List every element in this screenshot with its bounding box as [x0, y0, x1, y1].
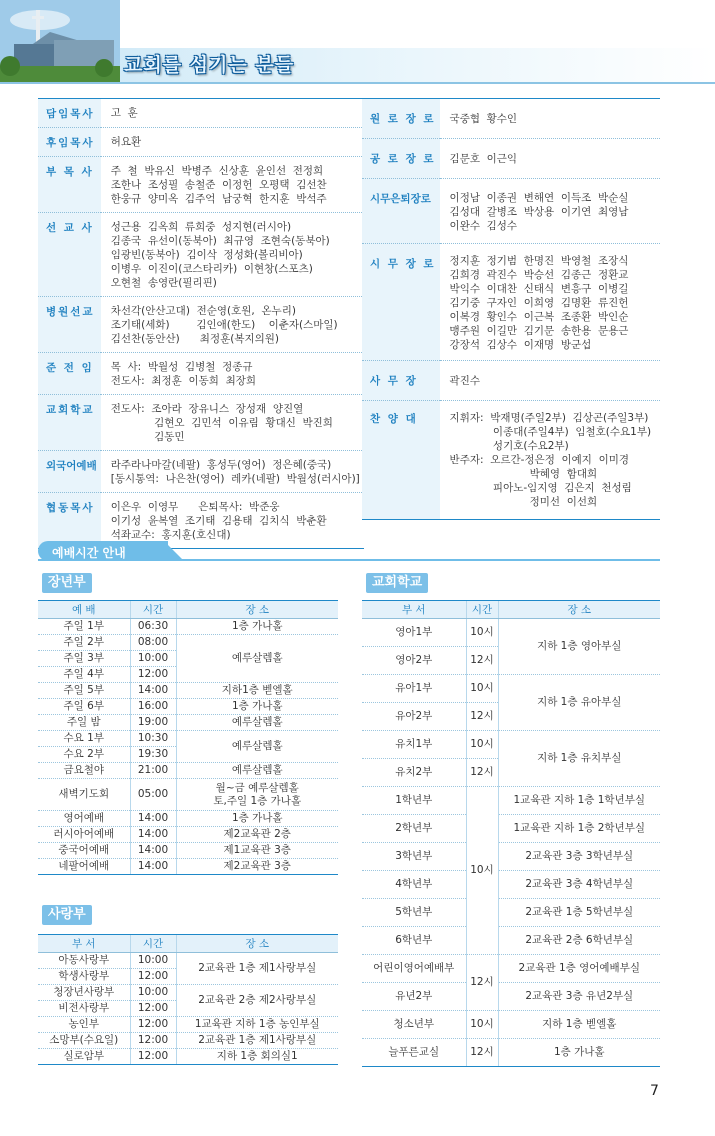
cell-place: 1교육관 지하 1층 1학년부실	[498, 787, 660, 815]
role-label: 선 교 사	[38, 213, 101, 297]
role-members: 김문호 이근익	[440, 139, 660, 179]
cell-time: 10:00	[130, 651, 176, 667]
role-members: 전도사: 조아라 장유니스 장성재 양진열 김현오 김민석 이유림 황대신 박진희 김동민	[101, 395, 364, 451]
staff-row	[38, 99, 364, 128]
cell-time: 21:00	[130, 763, 176, 779]
table-row	[38, 619, 338, 635]
table-row	[362, 619, 660, 647]
role-members: 목 사: 박월성 김병철 정종규 전도사: 최정훈 이동희 최장희	[101, 353, 364, 395]
staff-row	[362, 244, 660, 361]
cell-place: 2교육관 3층 3학년부실	[498, 843, 660, 871]
table-row	[38, 1049, 338, 1065]
table-row	[38, 635, 338, 651]
role-members: 성근용 김옥희 류희중 성지현(러시아) 김종국 유선이(동북아) 최규영 조현숙(동북아) 임광빈(동북아) 김이삭 정성화(볼리비아) 이병우 이진이(코스타리카) 이현창(스포츠) 오현철 송영란(필리핀)	[101, 213, 364, 297]
cell-place: 지하 1층 벧엘홀	[498, 1011, 660, 1039]
table-row	[38, 1017, 338, 1033]
section-title: 예배시간 안내	[52, 546, 126, 560]
staff-row	[38, 297, 364, 353]
cell-time: 06:30	[130, 619, 176, 635]
school-tag: 교회학교	[366, 573, 428, 593]
cell-name: 주일 1부	[38, 619, 130, 635]
role-members: 허요환	[101, 128, 364, 157]
cell-time: 14:00	[130, 827, 176, 843]
table-row	[38, 859, 338, 875]
col-header: 장 소	[498, 601, 660, 619]
cell-place: 2교육관 1층 5학년부실	[498, 899, 660, 927]
cell-name: 1학년부	[362, 787, 466, 815]
cell-place: 예루살렘홀	[176, 731, 338, 763]
role-label: 담임목사	[38, 99, 101, 128]
staff-table-right	[362, 98, 660, 520]
cell-place: 2교육관 3층 4학년부실	[498, 871, 660, 899]
role-members: 지휘자: 박재명(주일2부) 김상곤(주일3부) 이종대(주일4부) 임철호(수요1부) 성기호(수요2부) 반주자: 오르간-정은정 이예지 이미경 박혜영 함대희 피아노-임지영 김은지 천성림 정미선 이선희	[440, 401, 660, 520]
cell-name: 늘푸른교실	[362, 1039, 466, 1067]
cell-time: 12시	[466, 955, 498, 1011]
cell-time: 14:00	[130, 811, 176, 827]
table-row	[362, 675, 660, 703]
staff-row	[38, 395, 364, 451]
table-row	[38, 715, 338, 731]
cell-name: 소망부(수요일)	[38, 1033, 130, 1049]
cell-time: 16:00	[130, 699, 176, 715]
cell-time: 10:00	[130, 985, 176, 1001]
cell-name: 6학년부	[362, 927, 466, 955]
cell-time: 14:00	[130, 683, 176, 699]
cell-time: 10시	[466, 675, 498, 703]
role-members: 정지훈 정기범 한명진 박영철 조장식 김희경 곽진수 박승선 김종근 정환교 박익수 이대찬 신태식 변흥구 이병길 김기중 구자인 이희영 김명환 류진헌 이복경 황인수 이근복 조종환 박인순 맹주원 이길만 김기문 송한용 문용근 강장석 김상수 이재명 방군섭	[440, 244, 660, 361]
cell-time: 12시	[466, 703, 498, 731]
table-row	[362, 787, 660, 815]
table-row	[38, 731, 338, 747]
table-row	[38, 699, 338, 715]
cell-name: 주일 3부	[38, 651, 130, 667]
cell-place: 2교육관 3층 유년2부실	[498, 983, 660, 1011]
col-header: 시간	[466, 601, 498, 619]
cell-time: 14:00	[130, 843, 176, 859]
cell-name: 영아2부	[362, 647, 466, 675]
role-label: 병원선교	[38, 297, 101, 353]
role-label: 시 무 장 로	[362, 244, 440, 361]
staff-row	[362, 361, 660, 401]
band-tail	[164, 541, 184, 561]
col-header: 장 소	[176, 935, 338, 953]
cell-time: 12:00	[130, 1017, 176, 1033]
cell-name: 영어예배	[38, 811, 130, 827]
cell-place: 예루살렘홀	[176, 715, 338, 731]
cell-time: 05:00	[130, 779, 176, 811]
cell-time: 19:30	[130, 747, 176, 763]
cell-name: 새벽기도회	[38, 779, 130, 811]
staff-row	[38, 128, 364, 157]
section-band	[38, 541, 660, 561]
cell-name: 주일 4부	[38, 667, 130, 683]
church-school-table	[362, 600, 660, 1067]
cell-place: 1교육관 지하 1층 농인부실	[176, 1017, 338, 1033]
cell-name: 주일 6부	[38, 699, 130, 715]
table-row	[38, 1033, 338, 1049]
cell-place: 예루살렘홀	[176, 763, 338, 779]
staff-row	[38, 213, 364, 297]
role-label: 준 전 임	[38, 353, 101, 395]
role-label: 시무은퇴장로	[362, 179, 440, 244]
cell-name: 3학년부	[362, 843, 466, 871]
role-members: 주 철 박유신 박병주 신상훈 윤인선 전정희 조한나 조성필 송철준 이정헌 오평택 김선찬 한웅규 양미옥 김주억 남궁혁 한지훈 박석주	[101, 157, 364, 213]
staff-row	[362, 99, 660, 139]
cell-place: 예루살렘홀	[176, 635, 338, 683]
cell-place: 1층 가나홀	[498, 1039, 660, 1067]
role-label: 공 로 장 로	[362, 139, 440, 179]
cell-place: 지하 1층 회의실1	[176, 1049, 338, 1065]
role-label: 교회학교	[38, 395, 101, 451]
cell-name: 유아2부	[362, 703, 466, 731]
cell-place: 2교육관 2층 제2사랑부실	[176, 985, 338, 1017]
page-header	[0, 0, 715, 86]
cell-place: 2교육관 1층 제1사랑부실	[176, 953, 338, 985]
cell-name: 아동사랑부	[38, 953, 130, 969]
staff-table-left	[38, 98, 364, 549]
cell-name: 네팔어예배	[38, 859, 130, 875]
cell-name: 수요 1부	[38, 731, 130, 747]
role-label: 후임목사	[38, 128, 101, 157]
cell-time: 12:00	[130, 969, 176, 985]
cell-name: 4학년부	[362, 871, 466, 899]
role-members: 곽진수	[440, 361, 660, 401]
church-building-illustration	[0, 0, 715, 86]
cell-time: 12:00	[130, 1049, 176, 1065]
cell-name: 유치1부	[362, 731, 466, 759]
cell-place: 2교육관 2층 6학년부실	[498, 927, 660, 955]
cell-place: 지하 1층 영아부실	[498, 619, 660, 675]
adult-worship-table	[38, 600, 338, 875]
table-row	[362, 927, 660, 955]
cell-place: 지하 1층 유치부실	[498, 731, 660, 787]
cell-name: 주일 밤	[38, 715, 130, 731]
cell-time: 10시	[466, 619, 498, 647]
cell-place: 1교육관 지하 1층 2학년부실	[498, 815, 660, 843]
cell-time: 10시	[466, 731, 498, 759]
cell-name: 5학년부	[362, 899, 466, 927]
cell-place: 지하 1층 유아부실	[498, 675, 660, 731]
cell-time: 12:00	[130, 667, 176, 683]
cell-time: 12시	[466, 1039, 498, 1067]
table-header-row	[362, 601, 660, 619]
table-row	[362, 815, 660, 843]
cell-place: 2교육관 1층 영어예배부실	[498, 955, 660, 983]
table-row	[362, 983, 660, 1011]
table-row	[38, 811, 338, 827]
cell-name: 청장년사랑부	[38, 985, 130, 1001]
table-header-row	[38, 601, 338, 619]
cell-name: 금요철야	[38, 763, 130, 779]
table-row	[38, 985, 338, 1001]
cell-time: 12시	[466, 759, 498, 787]
table-row	[38, 827, 338, 843]
page-number: 7	[650, 1083, 659, 1099]
cell-name: 러시아어예배	[38, 827, 130, 843]
cell-name: 학생사랑부	[38, 969, 130, 985]
col-header: 시간	[130, 601, 176, 619]
cell-time: 10:30	[130, 731, 176, 747]
role-members: 이은우 이영무 은퇴목사: 박준웅 이기성 윤복열 조기태 김용태 김치식 박춘환 석좌교수: 홍지훈(호신대)	[101, 493, 364, 549]
cell-name: 중국어예배	[38, 843, 130, 859]
page-title: 교회를 섬기는 분들	[124, 54, 295, 76]
cell-name: 유년2부	[362, 983, 466, 1011]
role-members: 고 훈	[101, 99, 364, 128]
col-header: 장 소	[176, 601, 338, 619]
role-label: 찬 양 대	[362, 401, 440, 520]
cell-name: 청소년부	[362, 1011, 466, 1039]
role-label: 부 목 사	[38, 157, 101, 213]
col-header: 시간	[130, 935, 176, 953]
staff-row	[362, 401, 660, 520]
col-header: 부 서	[362, 601, 466, 619]
staff-row	[38, 353, 364, 395]
col-header: 예 배	[38, 601, 130, 619]
role-label: 사 무 장	[362, 361, 440, 401]
cell-time: 10시	[466, 1011, 498, 1039]
table-row	[38, 843, 338, 859]
place-line: 월~금 예루살렘홀	[215, 781, 299, 794]
cell-place: 1층 가나홀	[176, 811, 338, 827]
cell-place: 지하1층 벧엘홀	[176, 683, 338, 699]
cell-name: 수요 2부	[38, 747, 130, 763]
cell-name: 유치2부	[362, 759, 466, 787]
cell-time: 10:00	[130, 953, 176, 969]
cell-name: 영아1부	[362, 619, 466, 647]
cell-name: 비전사랑부	[38, 1001, 130, 1017]
cell-time: 12시	[466, 647, 498, 675]
table-row	[38, 953, 338, 969]
table-row	[362, 843, 660, 871]
cell-time: 19:00	[130, 715, 176, 731]
cell-place: 1층 가나홀	[176, 699, 338, 715]
cell-name: 어린이영어예배부	[362, 955, 466, 983]
table-row	[38, 683, 338, 699]
cell-place: 제2교육관 3층	[176, 859, 338, 875]
cell-time: 12:00	[130, 1001, 176, 1017]
staff-row	[362, 179, 660, 244]
cell-place: 제2교육관 2층	[176, 827, 338, 843]
cell-name: 주일 2부	[38, 635, 130, 651]
table-row	[362, 955, 660, 983]
adult-tag: 장년부	[42, 573, 92, 593]
role-label: 외국어예배	[38, 451, 101, 493]
cell-place: 제1교육관 3층	[176, 843, 338, 859]
role-label: 원 로 장 로	[362, 99, 440, 139]
role-members: 라주라나마갈(네팔) 홍성두(영어) 정은혜(중국) [동시통역: 나은찬(영어) 레카(네팔) 박월성(러시아)]	[101, 451, 364, 493]
cell-time: 14:00	[130, 859, 176, 875]
cell-time: 08:00	[130, 635, 176, 651]
col-header: 부 서	[38, 935, 130, 953]
cell-place	[176, 779, 338, 811]
table-row	[38, 763, 338, 779]
role-members: 차선각(안산고대) 전순영(호원, 온누리) 조기태(세화) 김인애(한도) 이춘자(스마일) 김선찬(동안산) 최정훈(복지의원)	[101, 297, 364, 353]
staff-row	[38, 451, 364, 493]
table-row	[362, 871, 660, 899]
cell-name: 농인부	[38, 1017, 130, 1033]
cell-time: 12:00	[130, 1033, 176, 1049]
table-row	[362, 1039, 660, 1067]
cell-name: 유아1부	[362, 675, 466, 703]
sarang-tag: 사랑부	[42, 905, 92, 925]
role-members: 이정남 이종권 변해연 이득조 박순실 김성대 갈병조 박상용 이기연 최영남 이완수 김성수	[440, 179, 660, 244]
cell-name: 2학년부	[362, 815, 466, 843]
cell-place: 2교육관 1층 제1사랑부실	[176, 1033, 338, 1049]
cell-place: 1층 가나홀	[176, 619, 338, 635]
table-row	[362, 899, 660, 927]
table-row	[362, 1011, 660, 1039]
table-row	[362, 731, 660, 759]
cell-name: 실로암부	[38, 1049, 130, 1065]
table-header-row	[38, 935, 338, 953]
cell-name: 주일 5부	[38, 683, 130, 699]
role-members: 국중협 황수인	[440, 99, 660, 139]
place-line: 토,주일 1층 가나홀	[213, 794, 302, 807]
role-label: 협동목사	[38, 493, 101, 549]
staff-row	[38, 157, 364, 213]
cell-time: 10시	[466, 787, 498, 955]
sarang-table	[38, 934, 338, 1065]
header-divider	[0, 82, 715, 84]
table-row	[38, 779, 338, 811]
staff-row	[362, 139, 660, 179]
